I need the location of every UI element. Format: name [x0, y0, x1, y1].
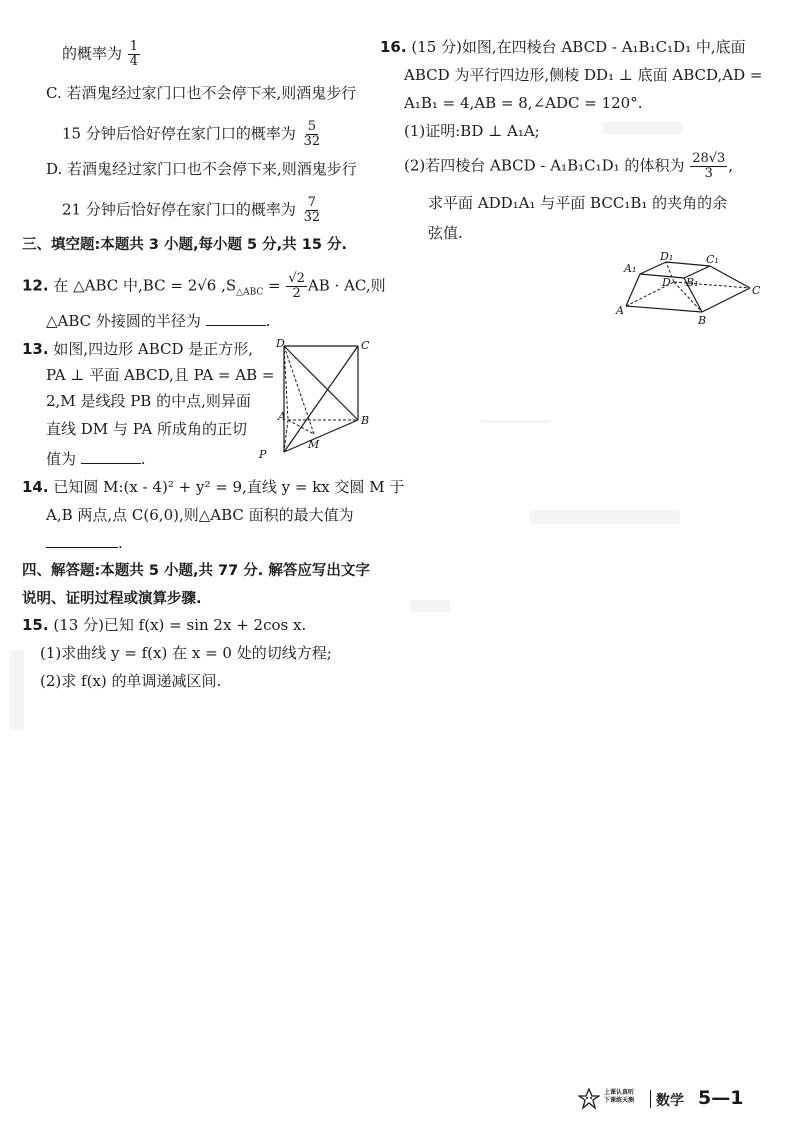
question-12-line2: △ABC 外接圆的半径为 . [46, 312, 271, 330]
question-16-line2: ABCD 为平行四边形,侧棱 DD₁ ⊥ 底面 ABCD,AD = [404, 66, 763, 84]
page-footer [560, 1086, 760, 1112]
bleed-mark [602, 122, 682, 134]
section-3-title: 三、填空题:本题共 3 小题,每小题 5 分,共 15 分. [22, 237, 347, 253]
question-16-line1: 16. (15 分)如图,在四棱台 ABCD - A₁B₁C₁D₁ 中,底面 [380, 38, 746, 56]
vertex-label-c: C [361, 339, 370, 352]
question-number: 15. [22, 616, 49, 634]
vertex-label-a: A [616, 304, 624, 317]
question-12: 12. 在 △ABC 中,BC = 2√6 $,S_{\triangle ABC}$ = $\frac{√2}{2}$ AB · AC,则 [22, 271, 386, 301]
question-14-line3: . [46, 532, 123, 554]
mascot-logo-icon [578, 1088, 600, 1110]
fraction: $\frac{1}{4}$ [129, 39, 139, 69]
prev-answer-tail: 的概率为 $\frac{1}{4}$ [62, 39, 139, 69]
frustum-figure-q16 [610, 250, 760, 330]
question-16-part2-line2: 求平面 ADD₁A₁ 与平面 BCC₁B₁ 的夹角的余 [428, 194, 728, 212]
vertex-label-b: B [698, 314, 707, 327]
option-d-line2: 21 分钟后恰好停在家门口的概率为 $\frac{7}{32}$ [62, 195, 321, 225]
vertex-label-c: C [752, 284, 760, 297]
subject-label: 数学 [656, 1093, 684, 1109]
bleed-mark [480, 420, 550, 423]
fraction: $\frac{√2}{2}$ [288, 271, 305, 301]
footer-divider [650, 1090, 651, 1108]
vertex-label-m: M [308, 438, 320, 451]
vertex-label-b: B [361, 414, 370, 427]
bleed-mark [410, 600, 450, 612]
fraction: $\frac{5}{32}$ [303, 119, 321, 149]
option-d-line1: D. 若酒鬼经过家门口也不会停下来,则酒鬼步行 [46, 160, 357, 178]
fraction: $\frac{7}{32}$ [303, 195, 321, 225]
vertex-label-b1: B₁ [686, 276, 699, 289]
question-16-part2-line3: 弦值. [428, 224, 463, 242]
answer-blank[interactable] [206, 311, 266, 326]
page-number: 5—1 [698, 1087, 744, 1109]
question-number: 16. [380, 38, 407, 56]
question-number: 14. [22, 478, 49, 496]
question-number: 12. [22, 276, 49, 295]
vertex-label-c1: C₁ [706, 253, 719, 266]
section-4-title-line2: 说明、证明过程或演算步骤. [22, 591, 202, 607]
question-13-line5: 值为 . [46, 450, 146, 468]
question-13-line4: 直线 DM 与 PA 所成角的正切 [46, 420, 248, 438]
answer-blank[interactable] [81, 449, 141, 464]
pyramid-figure-q13 [258, 334, 378, 464]
question-14-line2: A,B 两点,点 C(6,0),则△ABC 面积的最大值为 [46, 506, 354, 524]
question-13-line3: 2,M 是线段 PB 的中点,则异面 [46, 392, 251, 410]
vertex-label-a: A [278, 410, 286, 423]
question-13-line2: PA ⊥ 平面 ABCD,且 PA = AB = [46, 366, 275, 384]
vertex-label-d: D [276, 337, 285, 350]
question-number: 13. [22, 340, 49, 358]
question-15-part2: (2)求 f(x) 的单调递减区间. [40, 672, 222, 690]
answer-blank[interactable] [46, 533, 118, 548]
motto: 上课认真听 下课练天测 [604, 1089, 635, 1104]
vertex-label-d1: D₁ [660, 250, 674, 263]
bleed-mark [530, 510, 680, 524]
option-c-line2: 15 分钟后恰好停在家门口的概率为 $\frac{5}{32}$ [62, 119, 321, 149]
vertex-label-p: P [259, 448, 267, 461]
bleed-mark [10, 650, 24, 730]
question-14-line1: 14. 已知圆 M:(x - 4)² + y² = 9,直线 y = kx 交圆 M 于 [22, 478, 405, 496]
vertex-label-d: D [662, 276, 671, 289]
vertex-label-a1: A₁ [624, 262, 637, 275]
question-16-line3: A₁B₁ = 4,AB = 8,∠ADC = 120°. [404, 94, 643, 112]
section-4-title-line1: 四、解答题:本题共 5 小题,共 77 分. 解答应写出文字 [22, 563, 370, 579]
question-15-part1: (1)求曲线 y = f(x) 在 x = 0 处的切线方程; [40, 644, 332, 662]
option-c-line1: C. 若酒鬼经过家门口也不会停下来,则酒鬼步行 [46, 84, 357, 102]
fraction: $\frac{28√3}{3}$ [692, 151, 726, 181]
question-16-part2: (2)若四棱台 ABCD - A₁B₁C₁D₁ 的体积为 $\frac{28√3}{3}$ , [404, 151, 734, 181]
question-15-line1: 15. (13 分)已知 f(x) = sin 2x + 2cos x. [22, 616, 307, 634]
question-13-line1: 13. 如图,四边形 ABCD 是正方形, [22, 340, 254, 358]
question-16-part1: (1)证明:BD ⊥ A₁A; [404, 122, 540, 140]
